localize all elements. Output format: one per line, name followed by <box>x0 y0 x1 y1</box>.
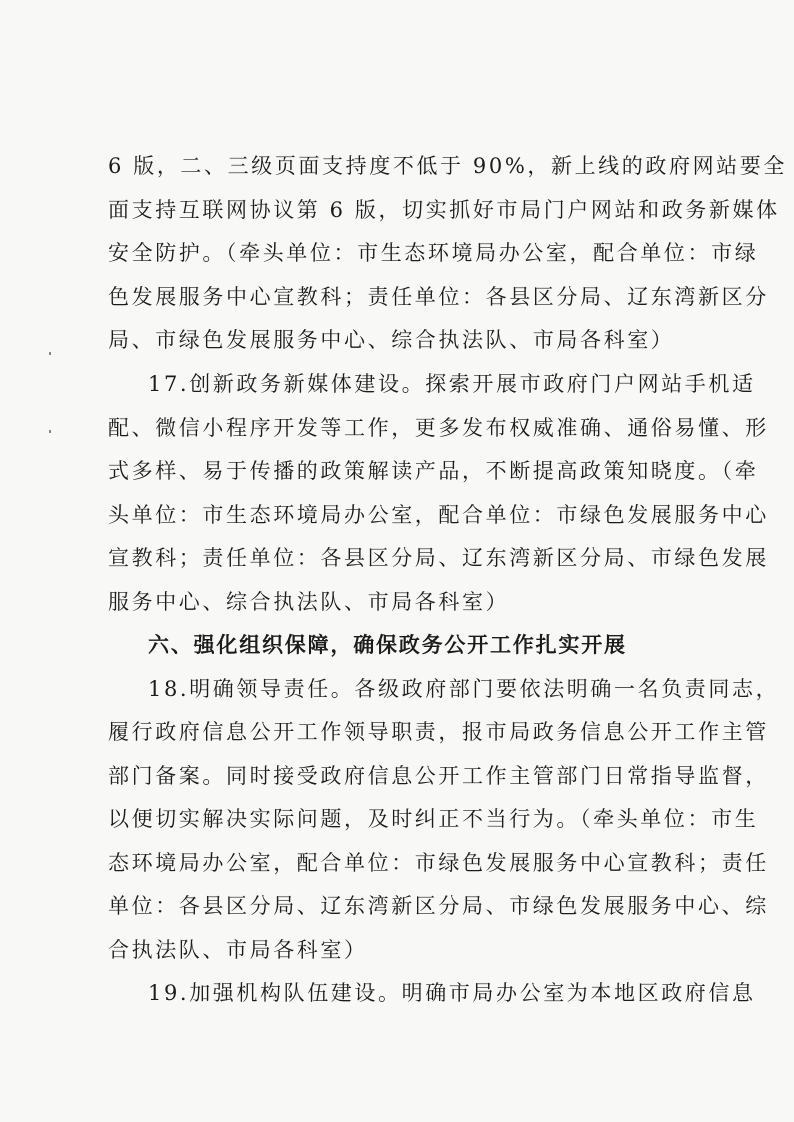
body-line: 面支持互联网协议第 6 版，切实抓好市局门户网站和政务新媒体 <box>108 198 780 222</box>
body-line: 态环境局办公室，配合单位：市绿色发展服务中心宣教科；责任 <box>108 851 769 875</box>
body-line: 配、微信小程序开发等工作，更多发布权威准确、通俗易懂、形 <box>108 416 769 440</box>
body-line: 单位：各县区分局、辽东湾新区分局、市绿色发展服务中心、综 <box>108 894 769 918</box>
body-line: 6 版，二、三级页面支持度不低于 90%，新上线的政府网站要全 <box>108 154 787 178</box>
section-heading: 六、强化组织保障，确保政务公开工作扎实开展 <box>148 633 627 657</box>
body-line: 17.创新政务新媒体建设。探索开展市政府门户网站手机适 <box>148 372 756 396</box>
scan-mark <box>49 352 51 355</box>
body-line: 以便切实解决实际问题，及时纠正不当行为。（牵头单位：市生 <box>108 807 759 831</box>
body-line: 头单位：市生态环境局办公室，配合单位：市绿色发展服务中心 <box>108 503 769 527</box>
body-line: 部门备案。同时接受政府信息公开工作主管部门日常指导监督， <box>108 764 769 788</box>
body-line: 18.明确领导责任。各级政府部门要依法明确一名负责同志， <box>148 677 780 701</box>
body-line: 式多样、易于传播的政策解读产品，不断提高政策知晓度。（牵 <box>108 459 759 483</box>
body-line: 色发展服务中心宣教科；责任单位：各县区分局、辽东湾新区分 <box>108 285 769 309</box>
body-line: 19.加强机构队伍建设。明确市局办公室为本地区政府信息 <box>148 981 756 1005</box>
body-line: 局、市绿色发展服务中心、综合执法队、市局各科室） <box>108 328 675 352</box>
body-line: 服务中心、综合执法队、市局各科室） <box>108 590 510 614</box>
body-line: 宣教科；责任单位：各县区分局、辽东湾新区分局、市绿色发展 <box>108 546 769 570</box>
body-line: 安全防护。（牵头单位：市生态环境局办公室，配合单位：市绿 <box>108 241 759 265</box>
body-line: 履行政府信息公开工作领导职责，报市局政务信息公开工作主管 <box>108 720 769 744</box>
scan-mark <box>49 430 51 433</box>
body-line: 合执法队、市局各科室） <box>108 938 368 962</box>
